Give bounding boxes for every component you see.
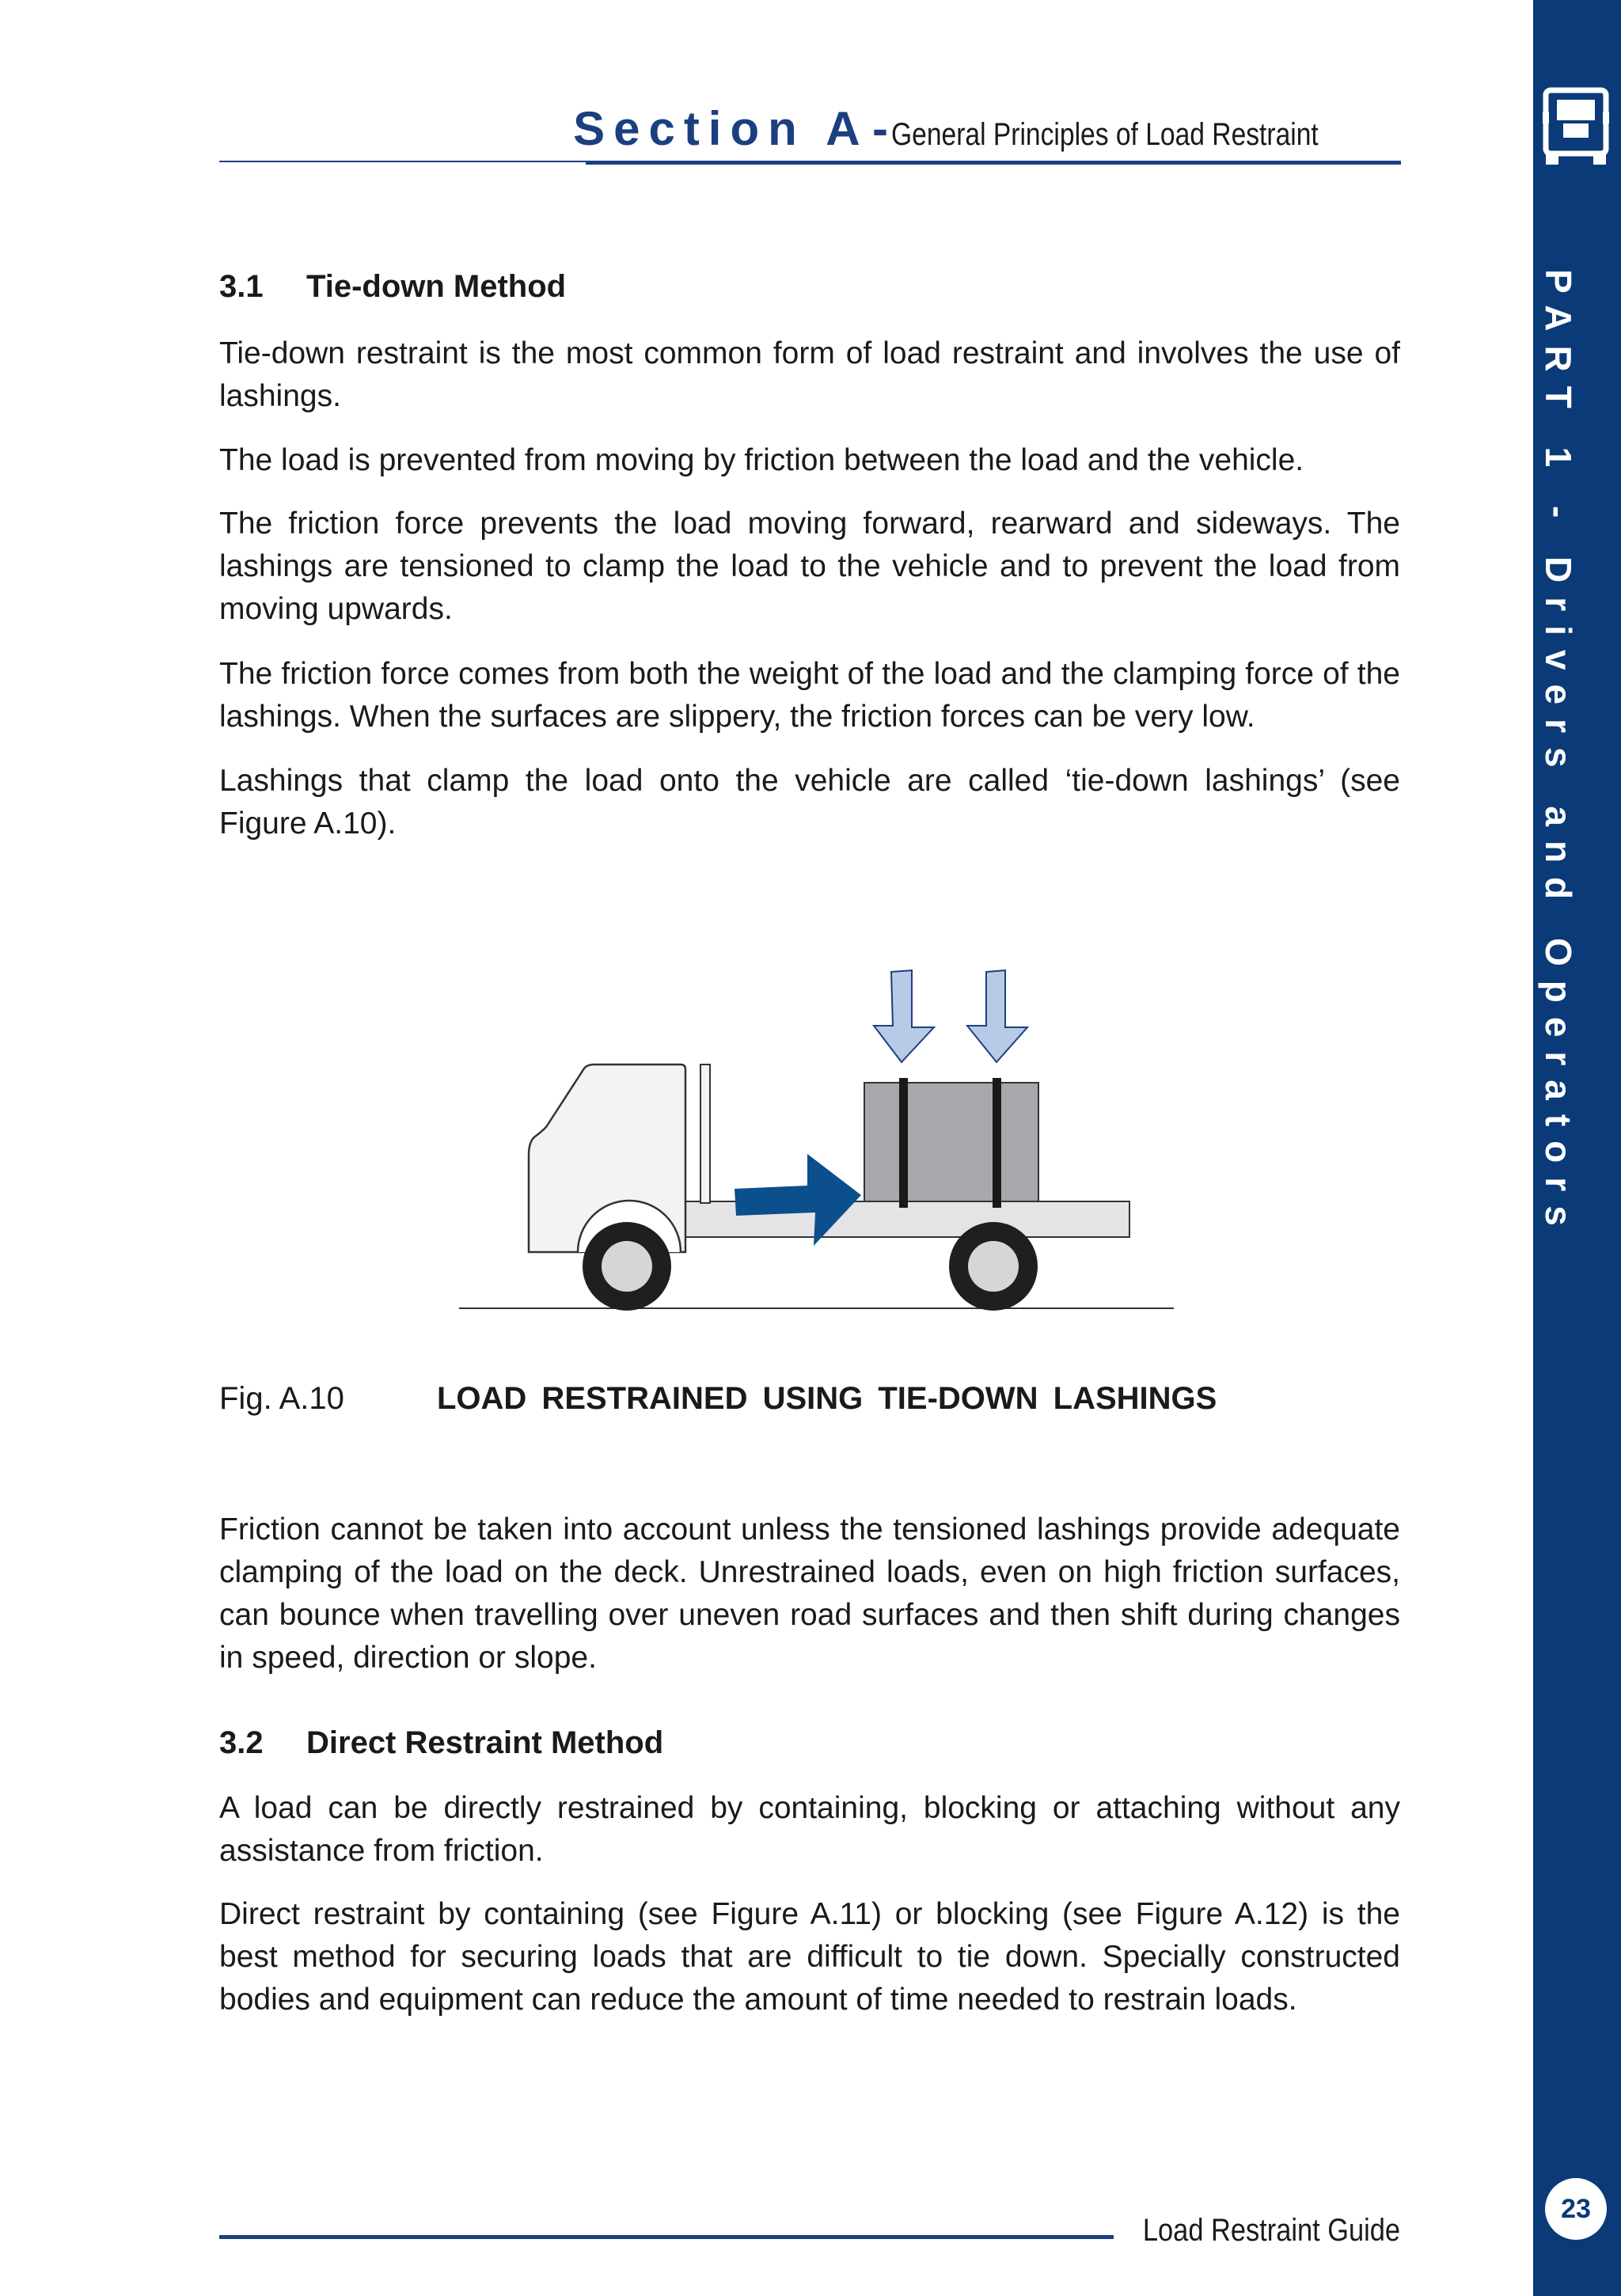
- load-box: [864, 1083, 1038, 1201]
- header-rule-thin: [219, 161, 587, 162]
- section-dash: -: [872, 102, 888, 155]
- section-header: [219, 101, 1400, 156]
- lashing-front: [899, 1078, 908, 1208]
- section-number: 3.1: [219, 269, 264, 304]
- tie-down-figure: [443, 958, 1203, 1330]
- footer-rule: [219, 2235, 1114, 2239]
- header-rule-thick: [586, 161, 1401, 165]
- paragraph: Lashings that clamp the load onto the vehicle are called ‘tie-down lashings’ (see Figure A.10).: [219, 764, 1400, 841]
- truck-front-icon: [1543, 84, 1609, 166]
- section-3-2-heading: [219, 1725, 663, 1761]
- paragraph: Direct restraint by containing (see Figure A.11) or blocking (see Figure A.12) is the best method for securing loads that are difficult to tie down. Specially constructed bodies and equipment can reduce the amount of time needed to restrain loads.: [219, 1897, 1400, 2017]
- paragraph: The friction force prevents the load moving forward, rearward and sideways. The lashings are tensioned to clamp the load to the vehicle and to prevent the load from moving upwards.: [219, 507, 1400, 626]
- truck-deck: [645, 1201, 1129, 1237]
- figure-label: Fig. A.10: [219, 1381, 344, 1416]
- page-number: 23: [1545, 2178, 1607, 2240]
- footer-title: Load Restraint Guide: [1142, 2213, 1400, 2248]
- section-title: Tie-down Method: [306, 269, 567, 304]
- clamp-arrow-2: [967, 970, 1027, 1062]
- section-subtitle: General Principles of Load Restraint: [891, 117, 1319, 152]
- section-number: 3.2: [219, 1725, 264, 1760]
- section-title: Direct Restraint Method: [306, 1725, 664, 1760]
- clamp-arrow-1: [874, 970, 934, 1062]
- figure-title: LOAD RESTRAINED USING TIE-DOWN LASHINGS: [437, 1381, 1217, 1416]
- paragraph: Tie-down restraint is the most common form of load restraint and involves the use of lashings.: [219, 336, 1400, 413]
- paragraph: The load is prevented from moving by friction between the load and the vehicle.: [219, 443, 1304, 477]
- paragraph: The friction force comes from both the weight of the load and the clamping force of the lashings. When the surfaces are slippery, the friction forces can be very low.: [219, 657, 1400, 734]
- truck-headboard: [700, 1065, 710, 1203]
- section-label: Section A: [573, 102, 869, 155]
- section-3-1-heading: [219, 269, 566, 305]
- figure-caption: [219, 1381, 1217, 1417]
- part-title: PART 1 - Drivers and Operators: [1538, 269, 1579, 1240]
- paragraph: Friction cannot be taken into account unless the tensioned lashings provide adequate clamping of the load on the deck. Unrestrained loads, even on high friction surfaces, can bounce when travelling over uneven road surfaces and then shift during changes in speed, direction or slope.: [219, 1512, 1400, 1675]
- paragraph: A load can be directly restrained by containing, blocking or attaching without any assistance from friction.: [219, 1791, 1400, 1868]
- lashing-rear: [993, 1078, 1001, 1208]
